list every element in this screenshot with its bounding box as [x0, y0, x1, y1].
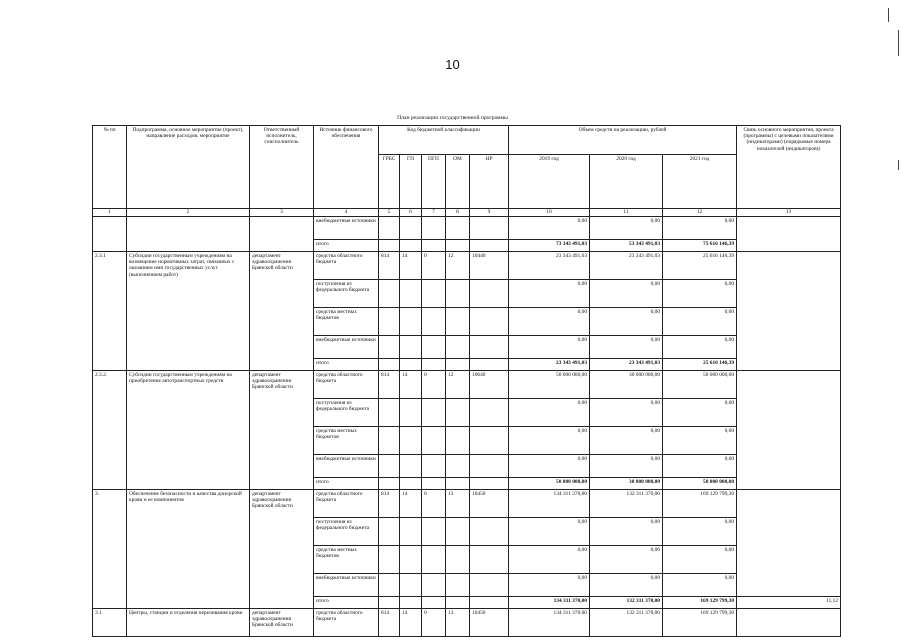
source-cell: итого: [314, 478, 379, 490]
value-cell: 50 000 000,00: [663, 371, 737, 399]
document-title: План реализации государственной программы: [397, 115, 508, 121]
indicator-link-cell: 11,12: [737, 597, 841, 609]
table-row: [93, 252, 841, 280]
value-cell: 0,00: [663, 217, 737, 240]
value-cell: 134 311 370,00: [509, 490, 590, 518]
code-grbs: 814: [379, 371, 400, 399]
value-cell: 0,00: [663, 546, 737, 574]
value-cell: 0,00: [590, 546, 663, 574]
scan-mark-right-lower: [898, 160, 899, 170]
header-pgp: ПГП: [422, 155, 446, 209]
value-cell: 0,00: [590, 217, 663, 240]
header-budget-code: Код бюджетной классификации: [379, 126, 509, 155]
value-cell: 0,00: [509, 518, 590, 546]
table-row: [93, 490, 841, 518]
measure-name: Субсидии государственным учреждениям на приобретение автотранспортных средств: [127, 371, 250, 490]
table-row: [93, 609, 841, 637]
total-cell: 73 343 491,03: [509, 240, 590, 252]
value-cell: 0,00: [509, 280, 590, 308]
source-cell: средства местных бюджетов: [314, 308, 379, 336]
value-cell: 132 311 370,00: [590, 609, 663, 637]
code-gp: 14: [400, 490, 422, 518]
value-cell: 0,00: [509, 574, 590, 597]
total-cell: 25 616 146,39: [663, 359, 737, 371]
index-cell: 8: [446, 209, 470, 217]
value-cell: 50 000 000,00: [509, 371, 590, 399]
value-cell: 169 129 799,30: [663, 490, 737, 518]
value-cell: 0,00: [590, 399, 663, 427]
source-cell: внебюджетные источники: [314, 455, 379, 478]
index-cell: 5: [379, 209, 400, 217]
code-pgp: 0: [422, 252, 446, 280]
measure-name: Обеспечение безопасности и качества донорской крови и ее компонентов: [127, 490, 250, 609]
code-om: 13: [446, 490, 470, 518]
value-cell: 0,00: [663, 308, 737, 336]
value-cell: 0,00: [590, 280, 663, 308]
source-cell: итого: [314, 597, 379, 609]
value-cell: 0,00: [663, 574, 737, 597]
code-grbs: 814: [379, 609, 400, 637]
value-cell: 0,00: [663, 427, 737, 455]
value-cell: 0,00: [590, 455, 663, 478]
value-cell: 0,00: [663, 399, 737, 427]
value-cell: 0,00: [509, 399, 590, 427]
source-cell: внебюджетные источники: [314, 336, 379, 359]
value-cell: 0,00: [590, 336, 663, 359]
total-cell: 30 000 000,00: [590, 478, 663, 490]
code-grbs: 814: [379, 490, 400, 518]
index-cell: 12: [663, 209, 737, 217]
code-om: 12: [446, 371, 470, 399]
total-cell: 169 129 799,30: [663, 597, 737, 609]
value-cell: 0,00: [663, 336, 737, 359]
value-cell: 0,00: [663, 518, 737, 546]
code-gp: 14: [400, 252, 422, 280]
code-pgp: 0: [422, 609, 446, 637]
value-cell: 0,00: [590, 427, 663, 455]
index-cell: 9: [470, 209, 509, 217]
index-cell: 3: [250, 209, 314, 217]
header-2019: 2019 год: [509, 155, 590, 209]
value-cell: 0,00: [509, 336, 590, 359]
value-cell: 0,00: [509, 455, 590, 478]
header-row-1: [93, 126, 841, 155]
source-cell: внебюджетные источники: [314, 217, 379, 240]
executor: департамент здравоохранения Брянской области: [250, 490, 314, 609]
header-no: № пп: [93, 126, 127, 209]
total-cell: 23 343 491,03: [509, 359, 590, 371]
value-cell: 30 000 000,00: [590, 371, 663, 399]
header-gp: ГП: [400, 155, 422, 209]
total-cell: 53 343 491,03: [590, 240, 663, 252]
executor: департамент здравоохранения Брянской области: [250, 609, 314, 637]
index-cell: 6: [400, 209, 422, 217]
index-cell: 7: [422, 209, 446, 217]
header-2020: 2020 год: [590, 155, 663, 209]
source-cell: поступления из федерального бюджета: [314, 399, 379, 427]
row-number: 3.1: [93, 609, 127, 637]
program-plan-table: [92, 125, 841, 637]
measure-name: Субсидии государственным учреждениям на возмещение нормативных затрат, связанных с оказанием ими государственных услуг (выполнением работ): [127, 252, 250, 371]
code-grbs: 814: [379, 252, 400, 280]
scan-mark-right: [898, 30, 899, 56]
code-gp: 14: [400, 371, 422, 399]
source-cell: средства областного бюджета: [314, 609, 379, 637]
source-cell: средства местных бюджетов: [314, 546, 379, 574]
code-nr: 10640: [470, 371, 509, 399]
value-cell: 23 343 491,03: [590, 252, 663, 280]
code-nr: 10450: [470, 609, 509, 637]
source-cell: средства местных бюджетов: [314, 427, 379, 455]
value-cell: 132 311 370,00: [590, 490, 663, 518]
source-cell: средства областного бюджета: [314, 371, 379, 399]
code-pgp: 0: [422, 371, 446, 399]
source-cell: средства областного бюджета: [314, 490, 379, 518]
total-cell: 23 343 491,03: [590, 359, 663, 371]
total-cell: 134 311 370,00: [509, 597, 590, 609]
value-cell: 0,00: [509, 427, 590, 455]
column-index-row: [93, 209, 841, 217]
row-number: 2.3.1: [93, 252, 127, 371]
code-om: 13: [446, 609, 470, 637]
value-cell: 134 311 370,00: [509, 609, 590, 637]
index-cell: 11: [590, 209, 663, 217]
total-cell: 50 000 000,00: [663, 478, 737, 490]
value-cell: 0,00: [590, 518, 663, 546]
value-cell: 0,00: [590, 308, 663, 336]
executor: департамент здравоохранения Брянской области: [250, 252, 314, 371]
value-cell: 169 129 799,30: [663, 609, 737, 637]
source-cell: поступления из федерального бюджета: [314, 518, 379, 546]
row-number: 2.3.2.: [93, 371, 127, 490]
index-cell: 1: [93, 209, 127, 217]
header-2021: 2021 год: [663, 155, 737, 209]
header-source: Источник финансового обеспечения: [314, 126, 379, 209]
total-cell: 75 616 146,39: [663, 240, 737, 252]
row-number: 3.: [93, 490, 127, 609]
source-cell: внебюджетные источники: [314, 574, 379, 597]
header-om: ОМ: [446, 155, 470, 209]
value-cell: 25 616 146,39: [663, 252, 737, 280]
total-cell: 50 000 000,00: [509, 478, 590, 490]
executor: департамент здравоохранения Брянской области: [250, 371, 314, 490]
value-cell: 0,00: [509, 217, 590, 240]
source-cell: итого: [314, 359, 379, 371]
code-gp: 14: [400, 609, 422, 637]
value-cell: 0,00: [509, 308, 590, 336]
value-cell: 23 343 491,03: [509, 252, 590, 280]
source-cell: итого: [314, 240, 379, 252]
value-cell: 0,00: [590, 574, 663, 597]
header-subprogram: Подпрограмма, основное мероприятие (проект), направление расходов, мероприятие: [127, 126, 250, 209]
page-number: 10: [445, 57, 460, 72]
header-link: Связь основного мероприятия, проекта (программы) с целевыми показателями (индикаторами) (порядковые номера показателей (индикаторов)): [737, 126, 841, 209]
code-pgp: 0: [422, 490, 446, 518]
index-cell: 4: [314, 209, 379, 217]
header-nr: НР: [470, 155, 509, 209]
total-cell: 132 311 370,00: [590, 597, 663, 609]
header-volume: Объем средств на реализацию, рублей: [509, 126, 737, 155]
measure-name: Центры, станции и отделения переливания крови: [127, 609, 250, 637]
table-row: [93, 217, 841, 240]
header-grbs: ГРБС: [379, 155, 400, 209]
value-cell: 0,00: [663, 280, 737, 308]
index-cell: 2: [127, 209, 250, 217]
header-executor: Ответственный исполнитель, соисполнитель: [250, 126, 314, 209]
scan-mark-top-right: [888, 8, 889, 22]
table-row: [93, 371, 841, 399]
index-cell: 10: [509, 209, 590, 217]
source-cell: поступления из федерального бюджета: [314, 280, 379, 308]
code-nr: 10450: [470, 490, 509, 518]
source-cell: средства областного бюджета: [314, 252, 379, 280]
code-om: 12: [446, 252, 470, 280]
value-cell: 0,00: [509, 546, 590, 574]
index-cell: 13: [737, 209, 841, 217]
value-cell: 0,00: [663, 455, 737, 478]
code-nr: 10440: [470, 252, 509, 280]
